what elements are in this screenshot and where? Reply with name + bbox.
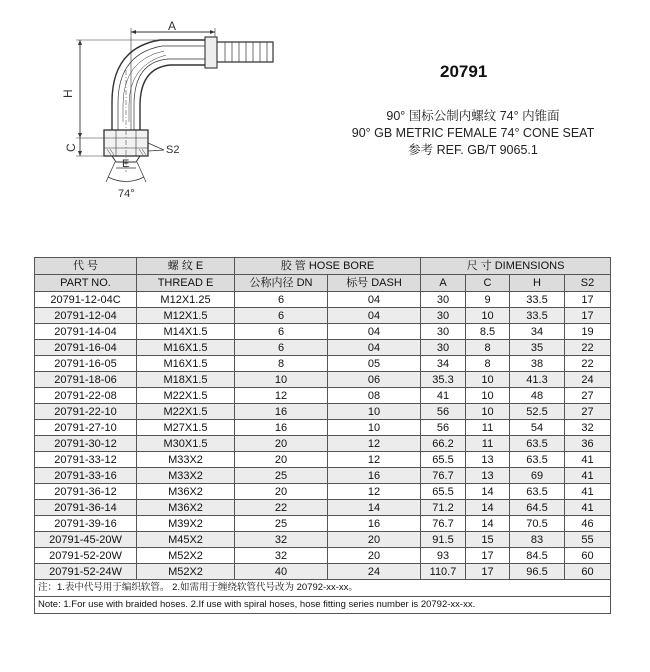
cell-dn: 6 [235, 340, 328, 356]
cell-dash: 04 [328, 340, 421, 356]
spec-table-body [35, 292, 611, 580]
cell-part-no: 20791-33-12 [35, 452, 137, 468]
cell-dash: 10 [328, 420, 421, 436]
cell-dn: 32 [235, 548, 328, 564]
header-row-1 [35, 258, 611, 275]
table-row [35, 436, 611, 452]
cell-h: 34 [510, 324, 565, 340]
cell-thread: M18X1.5 [137, 372, 235, 388]
table-row [35, 356, 611, 372]
description-cn: 90° 国标公制内螺纹 74° 内锥面 [386, 109, 560, 123]
table-row [35, 308, 611, 324]
header-thread: THREAD E [137, 275, 235, 292]
cell-part-no: 20791-14-04 [35, 324, 137, 340]
cell-thread: M52X2 [137, 548, 235, 564]
cell-s2: 17 [565, 308, 611, 324]
product-description [326, 108, 620, 159]
cell-dash: 12 [328, 436, 421, 452]
header-dimensions: 尺 寸 DIMENSIONS [421, 258, 611, 275]
cell-a: 71.2 [421, 500, 466, 516]
cell-s2: 32 [565, 420, 611, 436]
table-row [35, 372, 611, 388]
label-e: E [122, 158, 130, 170]
cell-s2: 27 [565, 404, 611, 420]
cell-thread: M30X1.5 [137, 436, 235, 452]
table-row [35, 500, 611, 516]
cell-dash: 24 [328, 564, 421, 580]
cell-s2: 60 [565, 548, 611, 564]
cell-a: 66.2 [421, 436, 466, 452]
cell-a: 34 [421, 356, 466, 372]
spec-table [34, 257, 611, 614]
header-part-no-cn: 代 号 [35, 258, 137, 275]
cell-s2: 41 [565, 468, 611, 484]
cell-a: 76.7 [421, 468, 466, 484]
cell-thread: M14X1.5 [137, 324, 235, 340]
cell-a: 91.5 [421, 532, 466, 548]
cell-part-no: 20791-52-24W [35, 564, 137, 580]
header-c: C [466, 275, 510, 292]
cell-dash: 05 [328, 356, 421, 372]
note-row-en [35, 597, 611, 614]
cell-c: 14 [466, 500, 510, 516]
header-thread-cn: 螺 纹 E [137, 258, 235, 275]
label-angle: 74° [118, 188, 135, 200]
table-row [35, 564, 611, 580]
cell-c: 10 [466, 372, 510, 388]
label-c: C [64, 143, 78, 152]
header-hose-bore: 胶 管 HOSE BORE [235, 258, 421, 275]
cell-h: 41.3 [510, 372, 565, 388]
cell-a: 65.5 [421, 452, 466, 468]
cell-dn: 6 [235, 324, 328, 340]
cell-h: 33.5 [510, 308, 565, 324]
cell-a: 56 [421, 420, 466, 436]
cell-c: 17 [466, 564, 510, 580]
cell-dn: 20 [235, 484, 328, 500]
cell-dn: 12 [235, 388, 328, 404]
cell-h: 70.5 [510, 516, 565, 532]
cell-s2: 46 [565, 516, 611, 532]
note-cn: 注：1.表中代号用于编织软管。 2.如需用于缠绕软管代号改为 20792-xx-xx。 [35, 580, 611, 597]
cell-thread: M22X1.5 [137, 388, 235, 404]
fitting-drawing [60, 10, 280, 200]
cell-h: 63.5 [510, 484, 565, 500]
cell-part-no: 20791-39-16 [35, 516, 137, 532]
table-row [35, 516, 611, 532]
cell-h: 96.5 [510, 564, 565, 580]
elbow-inner [140, 65, 205, 130]
header-a: A [421, 275, 466, 292]
label-s2: S2 [166, 144, 180, 156]
cell-s2: 41 [565, 500, 611, 516]
table-row [35, 484, 611, 500]
cell-dash: 10 [328, 404, 421, 420]
description-en: 90° GB METRIC FEMALE 74° CONE SEAT [351, 126, 595, 140]
part-series-code: 20791 [440, 62, 488, 81]
cell-thread: M16X1.5 [137, 356, 235, 372]
cell-a: 56 [421, 404, 466, 420]
cell-dash: 04 [328, 324, 421, 340]
cell-thread: M39X2 [137, 516, 235, 532]
cell-thread: M22X1.5 [137, 404, 235, 420]
cell-c: 14 [466, 516, 510, 532]
cell-c: 13 [466, 452, 510, 468]
cell-part-no: 20791-36-12 [35, 484, 137, 500]
cell-dash: 06 [328, 372, 421, 388]
cell-h: 64.5 [510, 500, 565, 516]
cell-thread: M33X2 [137, 468, 235, 484]
cell-thread: M36X2 [137, 500, 235, 516]
cell-a: 76.7 [421, 516, 466, 532]
cell-thread: M36X2 [137, 484, 235, 500]
cell-a: 65.5 [421, 484, 466, 500]
cell-thread: M33X2 [137, 452, 235, 468]
cell-dash: 20 [328, 532, 421, 548]
cell-dash: 20 [328, 548, 421, 564]
table-row [35, 532, 611, 548]
header-row-2 [35, 275, 611, 292]
cell-thread: M12X1.5 [137, 308, 235, 324]
table-row [35, 340, 611, 356]
label-a: A [168, 19, 177, 33]
cell-s2: 27 [565, 388, 611, 404]
cell-thread: M52X2 [137, 564, 235, 580]
cell-dash: 04 [328, 292, 421, 308]
cell-h: 63.5 [510, 436, 565, 452]
cell-c: 10 [466, 404, 510, 420]
table-row [35, 324, 611, 340]
header-dn: 公称内径 DN [235, 275, 328, 292]
cell-dash: 12 [328, 452, 421, 468]
cell-a: 30 [421, 308, 466, 324]
note-en: Note: 1.For use with braided hoses. 2.If use with spiral hoses, hose fitting series number is 20792-xx-xx. [35, 597, 611, 614]
table-row [35, 420, 611, 436]
cell-s2: 19 [565, 324, 611, 340]
cell-h: 83 [510, 532, 565, 548]
cell-part-no: 20791-18-06 [35, 372, 137, 388]
cell-h: 52.5 [510, 404, 565, 420]
cell-dash: 04 [328, 308, 421, 324]
cell-c: 13 [466, 468, 510, 484]
cell-dn: 8 [235, 356, 328, 372]
cell-c: 10 [466, 388, 510, 404]
cell-h: 69 [510, 468, 565, 484]
cell-c: 15 [466, 532, 510, 548]
header-part-no: PART NO. [35, 275, 137, 292]
cell-part-no: 20791-12-04C [35, 292, 137, 308]
cell-dash: 08 [328, 388, 421, 404]
cell-c: 11 [466, 436, 510, 452]
table-row [35, 548, 611, 564]
cell-s2: 22 [565, 340, 611, 356]
cell-dn: 40 [235, 564, 328, 580]
cell-dash: 14 [328, 500, 421, 516]
cell-part-no: 20791-27-10 [35, 420, 137, 436]
cell-part-no: 20791-16-04 [35, 340, 137, 356]
cell-c: 8.5 [466, 324, 510, 340]
cell-thread: M16X1.5 [137, 340, 235, 356]
cell-dash: 16 [328, 468, 421, 484]
cell-part-no: 20791-12-04 [35, 308, 137, 324]
cell-dn: 25 [235, 468, 328, 484]
table-row [35, 452, 611, 468]
cell-dn: 20 [235, 436, 328, 452]
header-dash: 标号 DASH [328, 275, 421, 292]
cell-s2: 17 [565, 292, 611, 308]
cell-part-no: 20791-36-14 [35, 500, 137, 516]
cell-c: 17 [466, 548, 510, 564]
cell-part-no: 20791-16-05 [35, 356, 137, 372]
table-row [35, 404, 611, 420]
cell-s2: 22 [565, 356, 611, 372]
cell-s2: 24 [565, 372, 611, 388]
table-row [35, 292, 611, 308]
cell-c: 10 [466, 308, 510, 324]
cell-dn: 16 [235, 420, 328, 436]
header-s2: S2 [565, 275, 611, 292]
cell-part-no: 20791-33-16 [35, 468, 137, 484]
cell-s2: 60 [565, 564, 611, 580]
cell-dn: 32 [235, 532, 328, 548]
cell-dn: 6 [235, 292, 328, 308]
cell-h: 35 [510, 340, 565, 356]
cell-part-no: 20791-30-12 [35, 436, 137, 452]
cell-c: 11 [466, 420, 510, 436]
cell-dn: 25 [235, 516, 328, 532]
cell-part-no: 20791-45-20W [35, 532, 137, 548]
cell-dn: 22 [235, 500, 328, 516]
cell-thread: M12X1.25 [137, 292, 235, 308]
cell-part-no: 20791-52-20W [35, 548, 137, 564]
cell-thread: M27X1.5 [137, 420, 235, 436]
cell-s2: 41 [565, 452, 611, 468]
cell-c: 8 [466, 356, 510, 372]
cell-c: 9 [466, 292, 510, 308]
cell-part-no: 20791-22-10 [35, 404, 137, 420]
cell-h: 48 [510, 388, 565, 404]
label-h: H [61, 89, 75, 98]
cell-dn: 6 [235, 308, 328, 324]
cell-part-no: 20791-22-08 [35, 388, 137, 404]
cell-a: 30 [421, 340, 466, 356]
cell-a: 110.7 [421, 564, 466, 580]
cell-h: 84.5 [510, 548, 565, 564]
cell-dash: 12 [328, 484, 421, 500]
cell-a: 35.3 [421, 372, 466, 388]
cell-a: 93 [421, 548, 466, 564]
note-row-cn [35, 580, 611, 597]
cell-thread: M45X2 [137, 532, 235, 548]
header-h: H [510, 275, 565, 292]
cell-c: 14 [466, 484, 510, 500]
table-row [35, 468, 611, 484]
cell-dn: 10 [235, 372, 328, 388]
cell-dn: 20 [235, 452, 328, 468]
cell-h: 33.5 [510, 292, 565, 308]
cell-h: 38 [510, 356, 565, 372]
table-row [35, 388, 611, 404]
cell-a: 30 [421, 292, 466, 308]
cell-dash: 16 [328, 516, 421, 532]
cell-a: 30 [421, 324, 466, 340]
cell-s2: 41 [565, 484, 611, 500]
cell-h: 63.5 [510, 452, 565, 468]
cell-s2: 55 [565, 532, 611, 548]
cell-a: 41 [421, 388, 466, 404]
cell-h: 54 [510, 420, 565, 436]
cell-c: 8 [466, 340, 510, 356]
cell-dn: 16 [235, 404, 328, 420]
description-ref: 参考 REF. GB/T 9065.1 [408, 143, 538, 157]
cell-s2: 36 [565, 436, 611, 452]
